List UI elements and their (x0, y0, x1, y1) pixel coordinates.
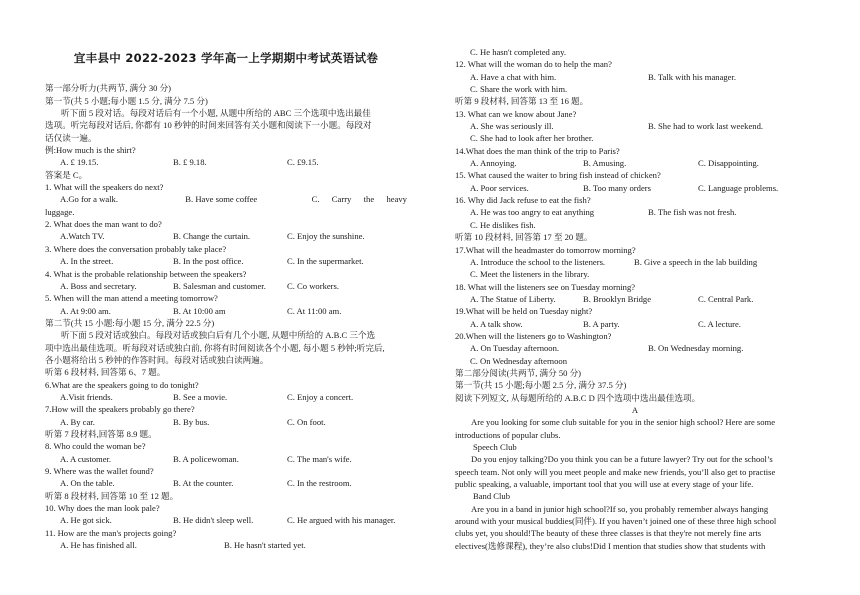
options (45, 305, 407, 317)
option: B. See a movie. (173, 391, 228, 402)
question: 19.What will be held on Tuesday night? (455, 306, 593, 317)
option: C. Enjoy the sunshine. (287, 231, 365, 242)
instruction-line: 选项。听完每段对话后, 你都有 10 秒钟的时间来回答有关小题和阅读下一小题。每段对 (45, 120, 372, 131)
option: C. Share the work with him. (470, 84, 568, 95)
option: C. Disappointing. (698, 158, 759, 169)
option-continuation: luggage. (45, 206, 75, 217)
right-column (455, 0, 815, 552)
option: A. By car. (60, 416, 95, 427)
option: B. She had to work last weekend. (648, 121, 764, 132)
club-heading: Band Club (473, 491, 511, 502)
option: C. Central Park. (698, 293, 754, 304)
answer-line: 答案是 C。 (45, 169, 88, 180)
options (45, 514, 407, 526)
question: 2. What does the man want to do? (45, 219, 162, 230)
question: 14.What does the man think of the trip to Paris? (455, 145, 620, 156)
option: B. He hasn't started yet. (224, 540, 306, 551)
part-heading: 第二部分阅读(共两节, 满分 50 分) (455, 367, 582, 378)
options (455, 256, 815, 268)
question: 8. Who could the woman be? (45, 441, 146, 452)
question: 13. What can we know about Jane? (455, 108, 577, 119)
passage-line: public speaking, a valuable, important tool that you will use at every stage of your life. (455, 479, 754, 490)
instruction-line: 阅读下列短文, 从每题所给的 A.B.C D 四个选项中选出最佳选项。 (455, 392, 701, 403)
passage-line: clubs yet, you should!The beauty of these three classes is that they're not merely fine arts (455, 528, 762, 539)
option: C. Meet the listeners in the library. (470, 269, 590, 280)
option: B. Have some coffee (185, 194, 258, 205)
option: A. The Statue of Liberty. (470, 293, 556, 304)
options (455, 157, 815, 169)
option: C. Enjoy a concert. (287, 391, 354, 402)
option: A.Visit friends. (60, 391, 113, 402)
option: C. In the restroom. (287, 478, 352, 489)
option: B. He didn't sleep well. (173, 515, 254, 526)
material-heading: 听第 6 段材料, 回答第 6、7 题。 (45, 367, 166, 378)
option: B. £ 9.18. (173, 157, 207, 168)
option: A. He got sick. (60, 515, 112, 526)
question: 5. When will the man attend a meeting tomorrow? (45, 293, 218, 304)
section-heading: 第二节(共 15 小题:每小题 15 分, 满分 22.5 分) (45, 317, 215, 328)
option: B. On Wednesday morning. (648, 343, 744, 354)
passage-line: electives(选修课程), they’re also clubs!Did I mention that studies show that students with (455, 540, 766, 551)
options (45, 416, 407, 428)
question: 18. What will the listeners see on Tuesday morning? (455, 281, 636, 292)
material-heading: 听第 8 段材料, 回答第 10 至 12 题。 (45, 490, 179, 501)
option: B. By bus. (173, 416, 210, 427)
option: B. At the counter. (173, 478, 234, 489)
option: heavy (386, 194, 407, 205)
left-column (45, 0, 407, 551)
part-heading: 第一部分听力(共两节, 满分 30 分) (45, 83, 172, 94)
option: A. Have a chat with him. (470, 71, 557, 82)
option: C. On foot. (287, 416, 326, 427)
option: A. £ 19.15. (60, 157, 99, 168)
option: C. At 11:00 am. (287, 305, 342, 316)
question: 9. Where was the wallet found? (45, 466, 154, 476)
question: 12. What will the woman do to help the man? (455, 59, 612, 70)
question: 7.How will the speakers probably go there? (45, 404, 195, 415)
options (45, 156, 407, 168)
options (45, 255, 407, 267)
option: C. She had to look after her brother. (470, 133, 594, 144)
option: C. £9.15. (287, 157, 319, 168)
club-heading: Speech Club (473, 442, 517, 452)
option: A. Boss and secretary. (60, 280, 137, 291)
question: 10. Why does the man look pale? (45, 503, 160, 514)
option: C. In the supermarket. (287, 256, 364, 267)
option: A. Poor services. (470, 182, 529, 193)
instruction-line: 听下面 5 段对话。每段对话后有一个小题, 从题中所给的 ABC 三个选项中选出最佳 (61, 108, 371, 119)
instruction-line: 听下面 5 段对话或独白。每段对话或独白后有几个小题, 从题中所给的 A.B.C 三个选 (61, 330, 376, 341)
page-title: 宜丰县中 2022-2023 学年高一上学期期中考试英语试卷 (73, 51, 379, 65)
options (45, 230, 407, 242)
option: C. Co workers. (287, 280, 340, 291)
passage-line: Do you enjoy talking?Do you think you can be a future lawyer? Try out for the school’s (471, 454, 773, 465)
option: C. He argued with his manager. (287, 515, 396, 526)
passage-line: Are you in a band in junior high school?If so, you probably remember always hanging (471, 503, 769, 514)
material-heading: 听第 10 段材料, 回答第 17 至 20 题。 (455, 232, 593, 243)
option: A. Introduce the school to the listeners. (470, 256, 606, 267)
passage-line: introductions of popular clubs. (455, 429, 561, 440)
option: A. He has finished all. (60, 540, 137, 551)
passage-line: speech team. Not only will you meet people and make new friends, you’ll also get to practise (455, 466, 776, 477)
passage-line: around with your musical buddies(同伴). If you haven’t joined one of these three high school (455, 516, 777, 527)
question: 例:How much is the shirt? (45, 145, 136, 156)
instruction-line: 话仅读一遍。 (45, 132, 97, 143)
option: B. A party. (583, 318, 620, 329)
option: B. In the post office. (173, 256, 244, 267)
option: A. A talk show. (470, 318, 523, 329)
options (45, 477, 407, 489)
option: B. Brooklyn Bridge (583, 293, 652, 304)
option: A. On Tuesday afternoon. (470, 343, 560, 354)
option: B. Too many orders (583, 182, 651, 193)
question: 20.When will the listeners go to Washington? (455, 330, 612, 341)
option: B. Give a speech in the lab building (634, 256, 758, 267)
options (455, 182, 815, 194)
option: A.Watch TV. (60, 231, 105, 242)
options (455, 293, 815, 305)
option: A.Go for a walk. (60, 194, 118, 205)
passage-line: Are you looking for some club suitable for you in the senior high school? Here are some (471, 417, 776, 428)
option: the (363, 194, 375, 205)
options (45, 453, 407, 465)
material-heading: 听第 7 段材料,回答第 8.9 题。 (45, 428, 157, 439)
instruction-line: 各小题将给出 5 秒钟的作答时间。每段对话或独白读两遍。 (45, 354, 269, 365)
option: B. At 10:00 am (173, 305, 226, 316)
options (45, 391, 407, 403)
option: B. Amusing. (583, 158, 627, 169)
option: C. The man's wife. (287, 453, 352, 464)
section-heading: 第一节(共 5 小题;每小题 1.5 分, 满分 7.5 分) (45, 95, 208, 106)
option: C. On Wednesday afternoon (470, 355, 567, 366)
question: 3. Where does the conversation probably take place? (45, 243, 227, 254)
option: B. The fish was not fresh. (648, 207, 737, 218)
option: B. Change the curtain. (173, 231, 251, 242)
option: Carry (331, 194, 352, 205)
option: A. She was seriously ill. (470, 121, 554, 132)
question: 17.What will the headmaster do tomorrow morning? (455, 244, 636, 255)
option: B. Talk with his manager. (648, 71, 737, 82)
option: A. A customer. (60, 453, 112, 464)
option: C. Language problems. (698, 182, 779, 193)
question: 16. Why did Jack refuse to eat the fish? (455, 195, 591, 206)
options (455, 206, 815, 218)
option: C. (311, 194, 320, 205)
question: 6.What are the speakers going to do tonight? (45, 379, 199, 390)
instruction-line: 项中选出最佳选项。听每段对话或独白前, 你将有时间阅读各个小题, 每小题 5 秒钟;听完后, (45, 342, 385, 353)
options (455, 342, 815, 354)
option: A. On the table. (60, 478, 115, 489)
options (45, 193, 407, 205)
option: C. He dislikes fish. (470, 219, 536, 230)
options (45, 539, 407, 551)
option: A. He was too angry to eat anything (470, 207, 595, 218)
question: 4. What is the probable relationship between the speakers? (45, 268, 247, 279)
question: 15. What caused the waiter to bring fish instead of chicken? (455, 170, 661, 181)
option: C. He hasn't completed any. (470, 47, 566, 57)
options (455, 120, 815, 132)
section-heading: 第一节(共 15 小题;每小题 2.5 分, 满分 37.5 分) (455, 380, 627, 391)
options (45, 280, 407, 292)
passage-label: A (631, 404, 639, 415)
question: 1. What will the speakers do next? (45, 182, 164, 193)
question: 11. How are the man's projects going? (45, 527, 177, 538)
option: B. A policewoman. (173, 453, 239, 464)
option: B. Salesman and customer. (173, 280, 266, 291)
option: A. In the street. (60, 256, 114, 267)
material-heading: 听第 9 段材料, 回答第 13 至 16 题。 (455, 96, 589, 107)
option: A. Annoying. (470, 158, 517, 169)
options (455, 318, 815, 330)
option: C. A lecture. (698, 318, 741, 329)
option: A. At 9:00 am. (60, 305, 111, 316)
options (455, 71, 815, 83)
